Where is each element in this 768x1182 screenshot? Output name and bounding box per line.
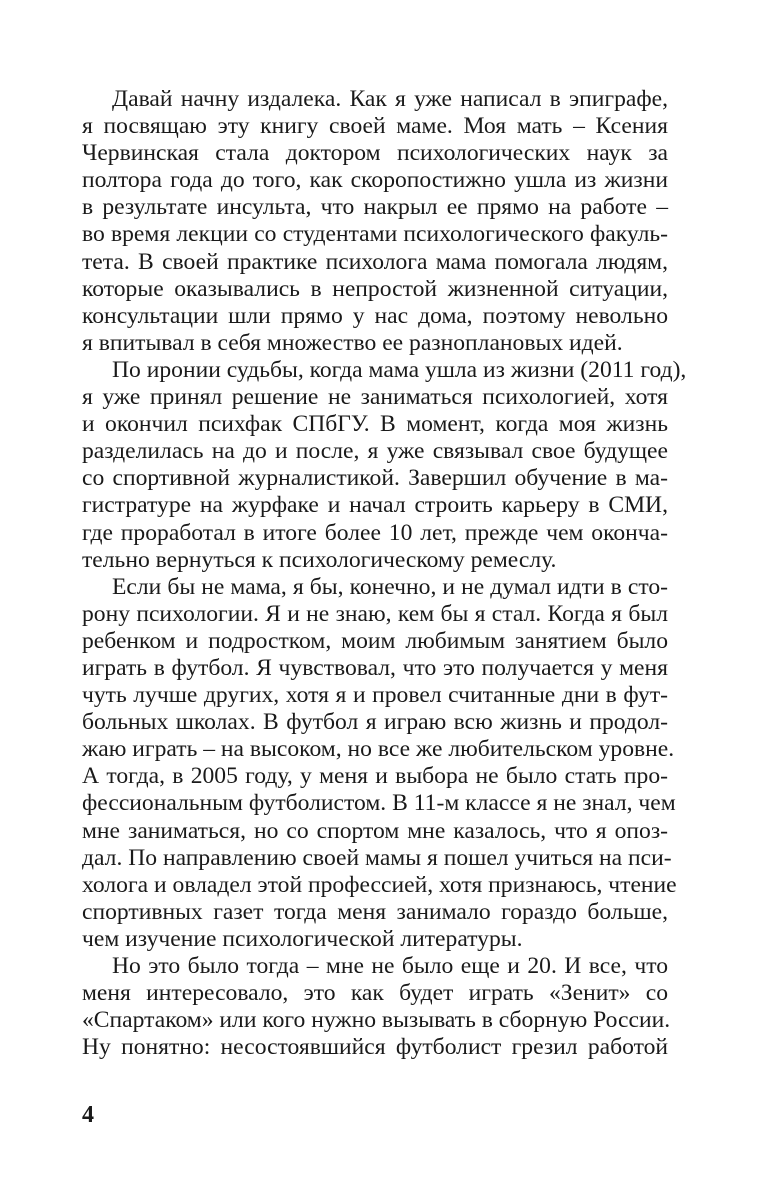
text-line: со спортивной журналистикой. Завершил обучение в ма- xyxy=(82,465,668,492)
text-line: Ну понятно: несостоявшийся футболист грезил работой xyxy=(82,1034,668,1061)
text-line: чем изучение психологической литературы. xyxy=(82,925,523,952)
page-body xyxy=(82,86,687,1061)
text-line: я впитывал в себя множество ее разноплановых идей. xyxy=(82,329,623,356)
text-line: По иронии судьбы, когда мама ушла из жизни (2011 год), xyxy=(112,356,687,383)
text-line: больных школах. В футбол я играю всю жизнь и продол- xyxy=(82,709,668,736)
page-number: 4 xyxy=(82,1102,94,1128)
text-line: ребенком и подростком, моим любимым занятием было xyxy=(82,627,668,654)
text-line: Если бы не мама, я бы, конечно, и не думал идти в сто- xyxy=(112,573,668,600)
text-line: играть в футбол. Я чувствовал, что это получается у меня xyxy=(82,654,668,681)
text-line: тельно вернуться к психологическому ремеслу. xyxy=(82,546,557,573)
text-line: Червинская стала доктором психологических наук за xyxy=(82,140,668,167)
text-line: и окончил психфак СПбГУ. В момент, когда моя жизнь xyxy=(82,411,668,438)
text-line: меня интересовало, это как будет играть «Зенит» со xyxy=(82,980,668,1007)
text-line: А тогда, в 2005 году, у меня и выбора не было стать про- xyxy=(82,763,668,790)
text-line: дал. По направлению своей мамы я пошел учиться на пси- xyxy=(82,844,672,871)
text-line: где проработал в итоге более 10 лет, прежде чем оконча- xyxy=(82,519,668,546)
text-line: я уже принял решение не заниматься психологией, хотя xyxy=(82,384,668,411)
text-line: которые оказывались в непростой жизненной ситуации, xyxy=(82,275,668,302)
text-line: холога и овладел этой профессией, хотя признаюсь, чтение xyxy=(82,871,677,898)
text-line: жаю играть – на высоком, но все же любительском уровне. xyxy=(82,736,675,763)
text-line: консультации шли прямо у нас дома, поэтому невольно xyxy=(82,302,668,329)
text-line: во время лекции со студентами психологического факуль- xyxy=(82,221,668,248)
text-line: фессиональным футболистом. В 11-м классе я не знал, чем xyxy=(82,790,676,817)
text-line: гистратуре на журфаке и начал строить карьеру в СМИ, xyxy=(82,492,668,519)
text-line: разделилась на до и после, я уже связывал свое будущее xyxy=(82,438,668,465)
text-line: тета. В своей практике психолога мама помогала людям, xyxy=(82,248,668,275)
text-line: Давай начну издалека. Как я уже написал в эпиграфе, xyxy=(112,86,668,112)
text-line: мне заниматься, но со спортом мне казалось, что я опоз- xyxy=(82,817,668,844)
text-line: Но это было тогда – мне не было еще и 20. И все, что xyxy=(112,953,668,979)
text-line: я посвящаю эту книгу своей маме. Моя мать – Ксения xyxy=(82,113,668,140)
text-line: полтора года до того, как скоропостижно ушла из жизни xyxy=(82,167,668,194)
text-line: чуть лучше других, хотя я и провел считанные дни в фут- xyxy=(82,682,668,709)
text-line: спортивных газет тогда меня занимало гораздо больше, xyxy=(82,898,668,925)
text-line: «Спартаком» или кого нужно вызывать в сборную России. xyxy=(82,1007,671,1034)
text-line: рону психологии. Я и не знаю, кем бы я стал. Когда я был xyxy=(82,600,668,627)
text-line: в результате инсульта, что накрыл ее прямо на работе – xyxy=(82,194,668,221)
